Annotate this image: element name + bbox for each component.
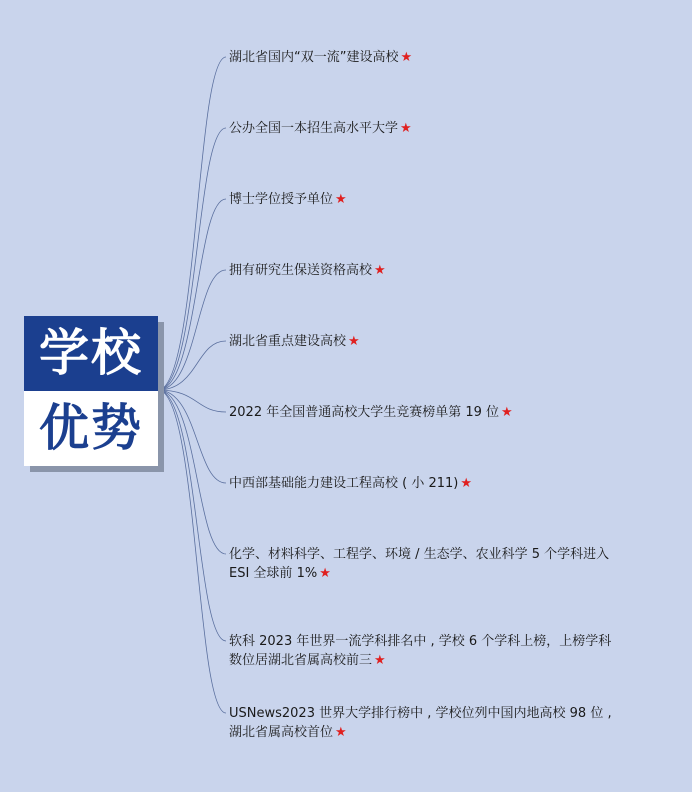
star-icon: ★ (400, 50, 413, 65)
star-icon: ★ (400, 121, 412, 136)
advantage-text: 拥有研究生保送资格高校 (229, 263, 373, 278)
star-icon: ★ (501, 405, 513, 420)
star-icon: ★ (348, 334, 360, 349)
advantage-item-9 (229, 632, 619, 670)
center-badge (24, 316, 158, 466)
star-icon: ★ (374, 653, 386, 668)
advantage-item-6 (229, 403, 619, 422)
advantage-text: USNews2023 世界大学排行榜中 , 学校位列中国内地高校 98 位 , 湖北省属高校首位 (229, 706, 612, 740)
connector-line-3 (158, 199, 226, 390)
star-icon: ★ (374, 263, 386, 278)
advantage-text: 中西部基础能力建设工程高校 ( 小 211) (229, 476, 459, 491)
connector-line-10 (158, 390, 226, 713)
star-icon: ★ (335, 725, 347, 740)
advantage-item-1 (229, 48, 619, 67)
advantage-item-4 (229, 261, 619, 280)
star-icon: ★ (319, 566, 331, 581)
connector-line-7 (158, 390, 226, 483)
advantage-text: 湖北省国内“双一流”建设高校 (229, 50, 399, 65)
advantage-item-3 (229, 190, 619, 209)
connector-line-8 (158, 390, 226, 554)
advantage-text: 2022 年全国普通高校大学生竞赛榜单第 19 位 (229, 405, 500, 420)
advantage-text: 湖北省重点建设高校 (229, 334, 347, 349)
advantage-item-8 (229, 545, 619, 583)
star-icon: ★ (335, 192, 347, 207)
advantage-item-5 (229, 332, 619, 351)
connector-line-1 (158, 57, 226, 390)
advantage-text: 软科 2023 年世界一流学科排名中 , 学校 6 个学科上榜，上榜学科数位居湖北省属高校前三 (229, 634, 612, 668)
badge-title-bottom: 优势 (24, 391, 158, 466)
advantage-text: 博士学位授予单位 (229, 192, 334, 207)
connector-line-5 (158, 341, 226, 390)
star-icon: ★ (460, 476, 473, 491)
connector-line-6 (158, 390, 226, 412)
advantage-item-2 (229, 119, 619, 138)
badge-title-top: 学校 (24, 316, 158, 391)
advantage-text: 公办全国一本招生高水平大学 (229, 121, 399, 136)
advantage-text: 化学、材料科学、工程学、环境 / 生态学、农业科学 5 个学科进入 ESI 全球前 1% (229, 547, 610, 581)
advantage-item-7 (229, 474, 619, 493)
advantage-item-10 (229, 704, 619, 742)
